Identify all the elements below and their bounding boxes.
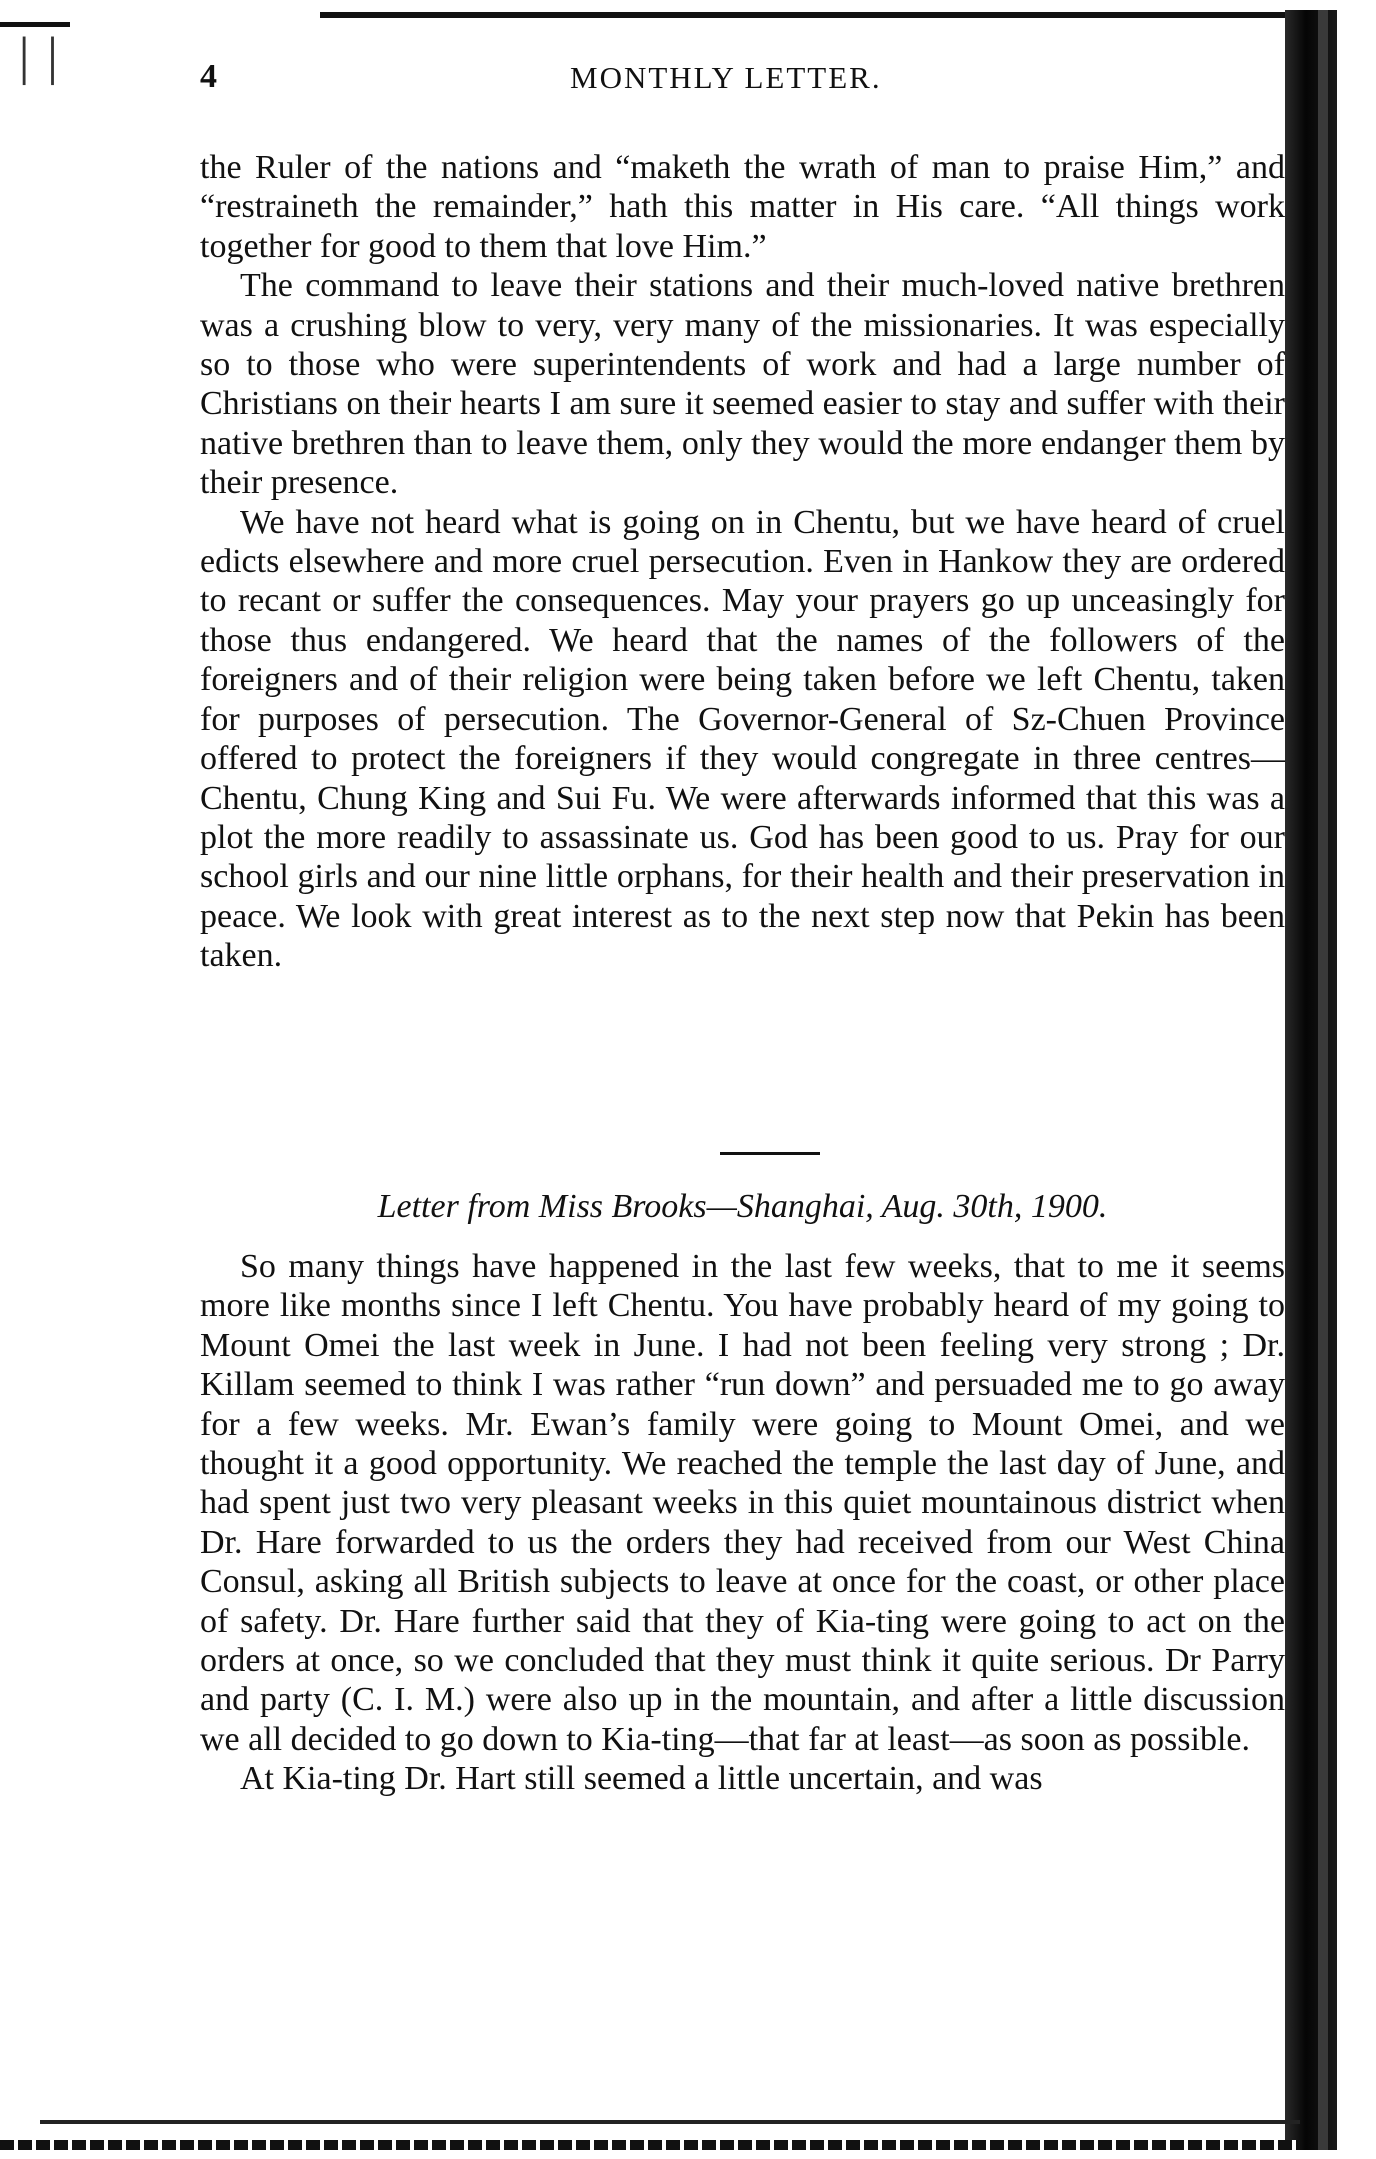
left-margin-marks: ││ xyxy=(10,37,67,82)
paragraph: the Ruler of the nations and “maketh the wrath of man to praise Him,” and “restraineth the remainder,” hath this matter in His care. “All things work together for good to them that love Him.” xyxy=(200,149,1285,265)
paragraph: At Kia-ting Dr. Hart still seemed a little uncertain, and was xyxy=(240,1760,1043,1798)
page-header xyxy=(200,58,1280,108)
running-title: MONTHLY LETTER. xyxy=(570,60,882,95)
letter-heading: Letter from Miss Brooks—Shanghai, Aug. 30th, 1900. xyxy=(377,1188,1108,1225)
page-number: 4 xyxy=(200,58,218,95)
top-rule-fragment xyxy=(0,22,70,27)
section-divider xyxy=(720,1152,820,1155)
paragraph: So many things have happened in the last few weeks, that to me it seems more like months since I left Chentu. You have probably heard of my going to Mount Omei the last week in June. I had not been feeling very strong ; Dr. Killam seemed to think I was rather “run down” and persuaded me to go away for a few weeks. Mr. Ewan’s family were going to Mount Omei, and we thought it a good opportunity. We reached the temple the last day of June, and had spent just two very pleasant weeks in this quiet mountainous district when Dr. Hare forwarded to us the orders they had received from our West China Consul, asking all British subjects to leave at once for the coast, or other place of safety. Dr. Hare further said that they of Kia-ting were going to act on the orders at once, so we concluded that they must think it quite serious. Dr Parry and party (C. I. M.) were also up in the mountain, and after a little discussion we all decided to go down to Kia-ting—that far at least—as soon as possible. xyxy=(200,1248,1285,1758)
paragraph: We have not heard what is going on in Chentu, but we have heard of cruel edicts elsewhere and more cruel persecution. Even in Hankow they are ordered to recant or suffer the consequences. May your prayers go up unceasingly for those thus endangered. We heard that the names of the followers of the foreigners and of their religion were being taken before we left Chentu, taken for purposes of persecution. The Governor-General of Sz-Chuen Province offered to protect the foreigners if they would congregate in three centres—Chentu, Chung King and Sui Fu. We were afterwards informed that this was a plot the more readily to assassinate us. God has been good to us. Pray for our school girls and our nine little orphans, for their health and their preservation in peace. We look with great interest as to the next step now that Pekin has been taken. xyxy=(200,503,1285,975)
paragraph: The command to leave their stations and their much-loved native brethren was a crushing blow to very, very many of the missionaries. It was especially so to those who were superintendents of work and had a large number of Christians on their hearts I am sure it seemed easier to stay and suffer with their native brethren than to leave them, only they would the more endanger them by their presence. xyxy=(200,267,1285,502)
letter-body xyxy=(200,1247,1285,1799)
book-spine-edge xyxy=(1318,10,1328,2150)
letter-continuation xyxy=(200,148,1285,976)
bottom-rule xyxy=(40,2120,1300,2124)
book-spine-shadow xyxy=(1285,10,1337,2150)
bottom-edge-rule xyxy=(0,2140,1300,2150)
top-rule xyxy=(320,12,1330,18)
